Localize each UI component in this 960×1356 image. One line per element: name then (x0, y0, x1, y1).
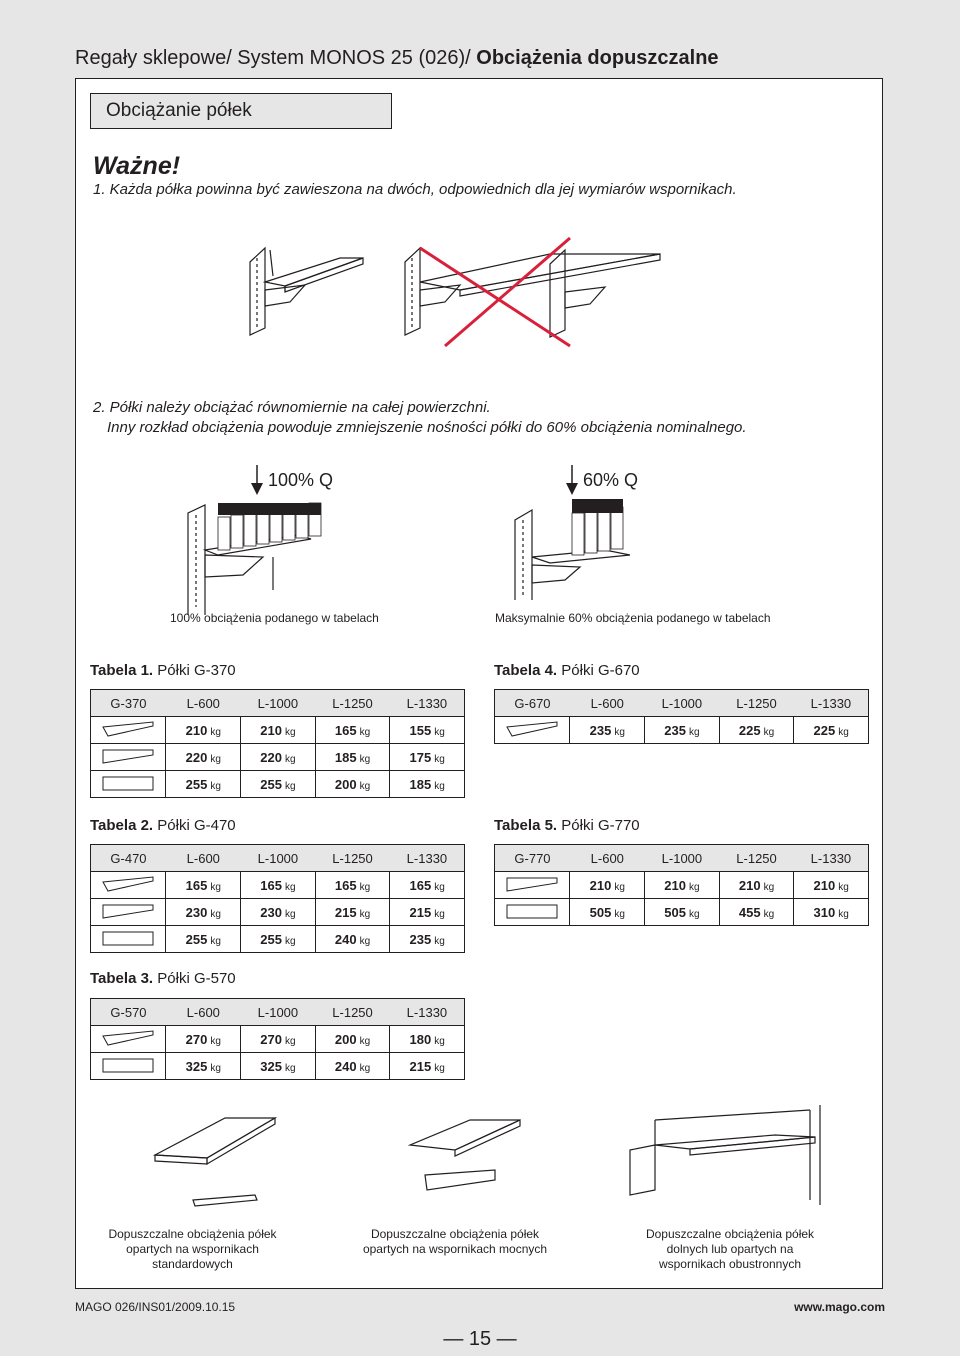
table1-header-cell: L-1330 (390, 690, 465, 717)
table3-header-cell: L-1000 (241, 999, 316, 1026)
table-row: 165 kg 165 kg 165 kg 165 kg (91, 872, 465, 899)
shelf-correct-illustration (245, 240, 375, 335)
shelf-double-bracket-illustration (625, 1105, 825, 1205)
website-link[interactable]: www.mago.com (794, 1300, 885, 1314)
table5-header-cell: L-1250 (719, 845, 794, 872)
bracket-double-icon (91, 1053, 166, 1080)
bracket-strong-icon (91, 899, 166, 926)
shelf-incorrect-illustration (400, 238, 670, 348)
table1-title: Tabela 1. Półki G-370 (90, 662, 236, 679)
table1 (90, 689, 465, 798)
table2-header-cell: L-1250 (315, 845, 390, 872)
important-heading: Ważne! (93, 152, 181, 180)
table5-header-cell: L-1330 (794, 845, 869, 872)
partial-load-caption: Maksymalnie 60% obciążenia podanego w tabelach (495, 611, 771, 625)
table1-header-cell: G-370 (91, 690, 166, 717)
table-row: 505 kg 505 kg 455 kg 310 kg (495, 899, 869, 926)
page-number: — 15 — (443, 1328, 517, 1350)
shelf-standard-bracket-illustration (145, 1110, 285, 1220)
important-note-2 (93, 398, 747, 438)
table1-header-row (91, 690, 465, 717)
table5-header-cell: G-770 (495, 845, 570, 872)
table4-header-cell: L-1000 (645, 690, 720, 717)
note2-line2: Inny rozkład obciążenia powoduje zmniejszenie nośności półki do 60% obciążenia nominalnego. (107, 419, 747, 436)
doc-code: MAGO 026/INS01/2009.10.15 (75, 1300, 236, 1314)
full-load-caption: 100% obciążenia podanego w tabelach (170, 611, 379, 625)
arrow-down-icon (565, 465, 579, 495)
table2-title: Tabela 2. Półki G-470 (90, 817, 236, 834)
bracket-standard-icon (91, 717, 166, 744)
table-row: 235 kg 235 kg 225 kg 225 kg (495, 717, 869, 744)
bracket-double-icon (91, 771, 166, 798)
bracket-strong-icon (91, 744, 166, 771)
table-row: 270 kg 270 kg 200 kg 180 kg (91, 1026, 465, 1053)
arrow-down-icon (250, 465, 264, 495)
bracket-standard-icon (91, 872, 166, 899)
table4-header-cell: L-1250 (719, 690, 794, 717)
full-load-shelf-illustration (183, 495, 328, 615)
bracket-standard-icon (91, 1026, 166, 1053)
table2-header-cell: L-1330 (390, 845, 465, 872)
table-row: 255 kg 255 kg 240 kg 235 kg (91, 926, 465, 953)
table5-header-row (495, 845, 869, 872)
table3-header-cell: L-600 (166, 999, 241, 1026)
shelf-strong-bracket-illustration (405, 1110, 525, 1220)
partial-load-label: 60% Q (583, 470, 639, 490)
section-title: Obciążanie półek (90, 93, 392, 129)
page-header-title (75, 47, 719, 70)
note2-line1: 2. Półki należy obciążać równomiernie na całej powierzchni. (93, 399, 491, 416)
table-row: 220 kg 220 kg 185 kg 175 kg (91, 744, 465, 771)
table2-header-cell: G-470 (91, 845, 166, 872)
table2 (90, 844, 465, 953)
table2-header-cell: L-1000 (241, 845, 316, 872)
bracket-strong-icon (495, 872, 570, 899)
table3-header-cell: L-1250 (315, 999, 390, 1026)
table4-header-cell: G-670 (495, 690, 570, 717)
table3-header-row (91, 999, 465, 1026)
table-row: 255 kg 255 kg 200 kg 185 kg (91, 771, 465, 798)
table2-header-row (91, 845, 465, 872)
header-title-plain: Regały sklepowe/ System MONOS 25 (026)/ (75, 47, 477, 69)
full-load-label: 100% Q (268, 470, 334, 490)
table-row: 230 kg 230 kg 215 kg 215 kg (91, 899, 465, 926)
table4-title: Tabela 4. Półki G-670 (494, 662, 640, 679)
table-row: 210 kg 210 kg 165 kg 155 kg (91, 717, 465, 744)
table4-header-cell: L-1330 (794, 690, 869, 717)
partial-load-shelf-illustration (510, 495, 635, 605)
important-note-1: 1. Każda półka powinna być zawieszona na dwóch, odpowiednich dla jej wymiarów wspornikach. (93, 181, 737, 198)
table2-header-cell: L-600 (166, 845, 241, 872)
table1-header-cell: L-1250 (315, 690, 390, 717)
header-title-bold: Obciążenia dopuszczalne (476, 47, 719, 69)
table4-header-cell: L-600 (570, 690, 645, 717)
bracket-double-icon (91, 926, 166, 953)
table3-header-cell: L-1330 (390, 999, 465, 1026)
table5 (494, 844, 869, 926)
table5-header-cell: L-600 (570, 845, 645, 872)
table1-header-cell: L-600 (166, 690, 241, 717)
bracket-double-icon (495, 899, 570, 926)
caption-strong-brackets: Dopuszczalne obciążenia półek opartych na wspornikach mocnych (362, 1227, 548, 1256)
bracket-standard-icon (495, 717, 570, 744)
table5-header-cell: L-1000 (645, 845, 720, 872)
table3 (90, 998, 465, 1080)
table3-title: Tabela 3. Półki G-570 (90, 970, 236, 987)
table4-header-row (495, 690, 869, 717)
table3-header-cell: G-570 (91, 999, 166, 1026)
table-row: 325 kg 325 kg 240 kg 215 kg (91, 1053, 465, 1080)
caption-standard-brackets: Dopuszczalne obciążenia półek opartych na wspornikach standardowych (108, 1227, 277, 1271)
table5-title: Tabela 5. Półki G-770 (494, 817, 640, 834)
table-row: 210 kg 210 kg 210 kg 210 kg (495, 872, 869, 899)
table1-header-cell: L-1000 (241, 690, 316, 717)
caption-double-brackets: Dopuszczalne obciążenia półek dolnych lub opartych na wspornikach obustronnych (645, 1227, 815, 1271)
table4 (494, 689, 869, 744)
